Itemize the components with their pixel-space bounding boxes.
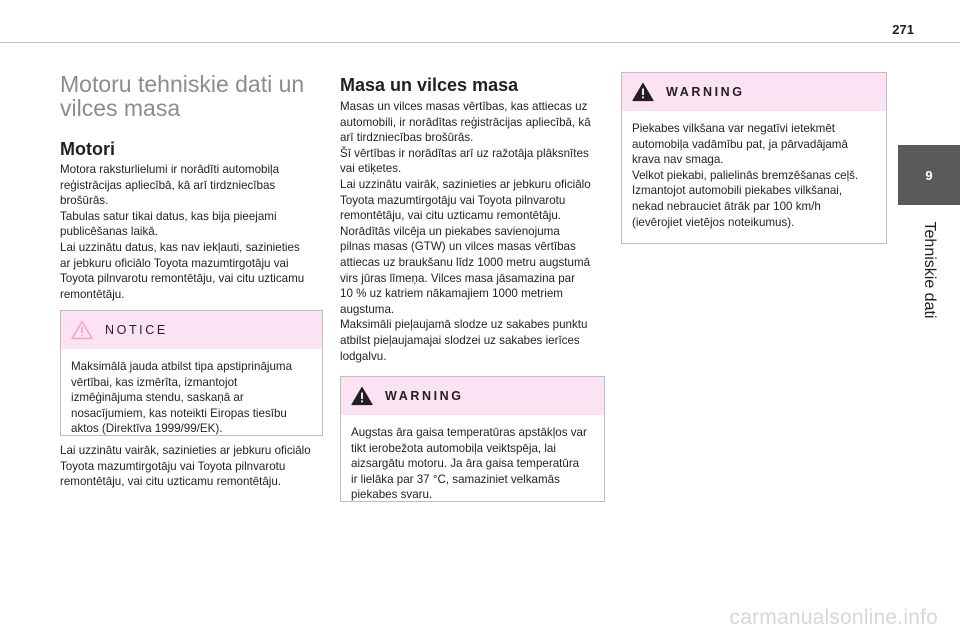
section-heading-engines: Motori — [60, 139, 115, 159]
notice-header — [61, 311, 322, 349]
warning-box-temperature — [340, 376, 605, 502]
page-title: Motoru tehniskie dati un vilces masa — [60, 71, 305, 121]
caution-triangle-outline-icon — [71, 320, 93, 340]
mass-paragraph: Masas un vilces masas vērtības, kas attiecas uz automobili, ir norādītas reģistrācijas apliecībā, kā arī tirdzniecības brošūrās. Šī vērtības ir norādītas arī uz ražotāja plāksnītes vai etiķetes. Lai uzzinātu vairāk, sazinieties ar jebkuru oficiālo Toyota mazumtirgotāju vai Toyota pilnvarotu remontētāju, vai citu uzticamu remontētāju. Norādītās vilcēja un piekabes savienojuma pilnas masas (GTW) un vilces masas vērtības attiecas uz braukšanu līdz 1000 metru augstumā virs jūras līmeņa. Vilces masa jāsamazina par 10 % uz katriem nākamajiem 1000 metriem augstuma. Maksimāli pieļaujamā slodze uz sakabes punktu atbilst pieļaujamajai slodzei uz sakabes ierīces lodgalvu. — [340, 100, 591, 363]
warning-triangle-filled-icon — [632, 82, 654, 102]
chapter-tab-number: 9 — [925, 167, 933, 183]
watermark: carmanualsonline.info — [729, 606, 938, 629]
chapter-tab[interactable] — [898, 145, 960, 205]
notice-label: NOTICE — [105, 323, 168, 337]
warning-label: WARNING — [666, 85, 745, 99]
notice-box — [60, 310, 323, 436]
warning-text: Piekabes vilkšana var negatīvi ietekmēt automobiļa vadāmību pat, ja pārvadājamā krava nav smaga. Velkot piekabi, palielinās bremzēšanas ceļš. Izmantojot automobili piekabes vilkšanai, nekad nebrauciet ātrāk par 100 km/h (ievērojiet vietējos noteikumus). — [632, 122, 859, 229]
warning-box-towing — [621, 72, 887, 244]
warning-header — [622, 73, 886, 111]
warning-label: WARNING — [385, 389, 464, 403]
warning-triangle-filled-icon — [351, 386, 373, 406]
warning-text: Augstas āra gaisa temperatūras apstākļos var tikt ierobežota automobiļa veiktspēja, lai aizsargātu motoru. Ja āra gaisa temperatūra ir lielāka par 37 °C, samaziniet velkamās piekabes svaru. — [351, 426, 587, 502]
header-rule — [0, 42, 960, 43]
engines-paragraph: Motora raksturlielumi ir norādīti automobiļa reģistrācijas apliecībā, kā arī tirdzniecības brošūrās. Tabulas satur tikai datus, kas bija pieejami publicēšanas laikā. Lai uzzinātu datus, kas nav iekļauti, sazinieties ar jebkuru oficiālo Toyota mazumtirgotāju vai Toyota pilnvarotu remontētāju, vai citu uzticamu remontētāju. — [60, 163, 305, 301]
section-heading-mass: Masa un vilces masa — [340, 75, 519, 95]
page-number: 271 — [892, 22, 914, 37]
warning-header — [341, 377, 604, 415]
contact-paragraph: Lai uzzinātu vairāk, sazinieties ar jebkuru oficiālo Toyota mazumtirgotāju vai Toyota pilnvarotu remontētāju, vai citu uzticamu remontētāju. — [60, 444, 311, 489]
notice-text: Maksimālā jauda atbilst tipa apstiprinājuma vērtībai, kas izmērīta, izmantojot izmēģinājuma stendu, saskaņā ar nosacījumiem, kas noteikti Eiropas tiesību aktos (Direktīva 1999/99/EK). — [71, 360, 293, 436]
chapter-label: Tehniskie dati — [921, 221, 938, 319]
